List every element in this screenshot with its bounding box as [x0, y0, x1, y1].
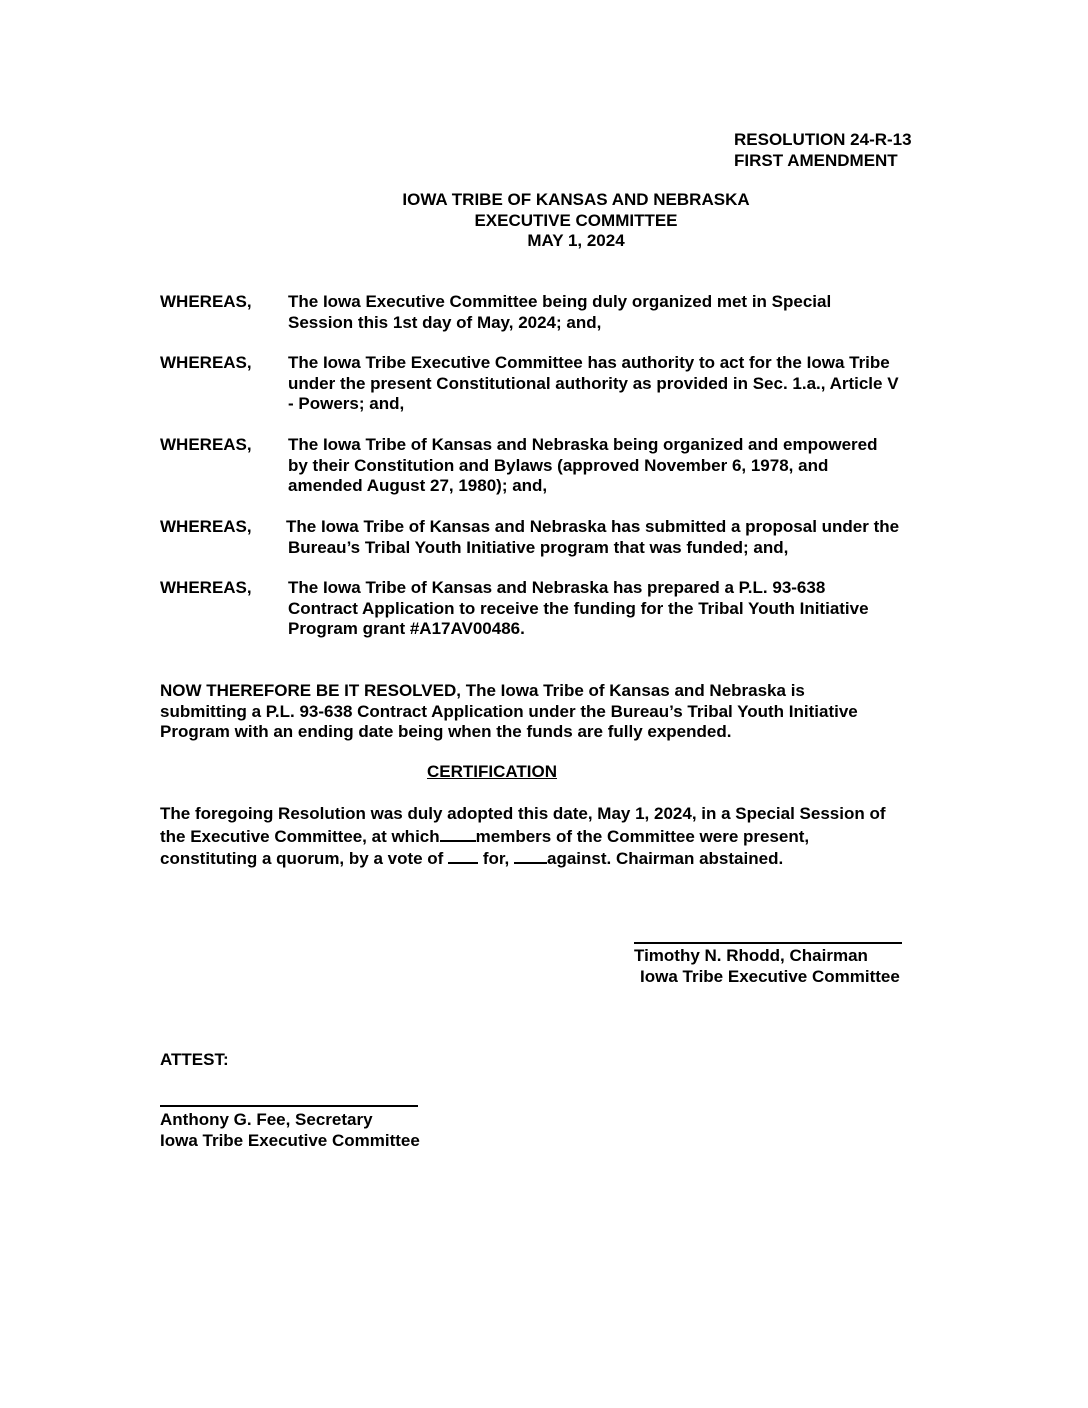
whereas-label: WHEREAS,	[160, 353, 252, 372]
resolved-paragraph	[160, 681, 920, 743]
attest-label: ATTEST:	[160, 1050, 229, 1069]
certification-paragraph	[160, 804, 940, 870]
whereas-line: Bureau’s Tribal Youth Initiative program that was funded; and,	[288, 537, 789, 557]
whereas-line: under the present Constitutional authority as provided in Sec. 1.a., Article V	[288, 373, 899, 393]
document-title	[0, 190, 1088, 252]
whereas-line: Program grant #A17AV00486.	[288, 619, 525, 638]
secretary-org: Iowa Tribe Executive Committee	[160, 1131, 420, 1150]
whereas-line: by their Constitution and Bylaws (approved November 6, 1978, and	[288, 455, 829, 475]
resolved-line: NOW THEREFORE BE IT RESOLVED, The Iowa Tribe of Kansas and Nebraska is	[160, 681, 805, 700]
whereas-text	[288, 353, 928, 415]
resolution-number: RESOLUTION 24-R-13	[734, 130, 912, 149]
whereas-line: Contract Application to receive the funding for the Tribal Youth Initiative	[288, 598, 869, 618]
whereas-text	[288, 435, 928, 497]
certification-heading: CERTIFICATION	[427, 762, 558, 781]
whereas-line: - Powers; and,	[288, 394, 405, 413]
certification-text: constituting a quorum, by a vote of	[160, 849, 444, 868]
certification-text: for,	[482, 849, 510, 868]
resolved-line: Program with an ending date being when the funds are fully expended.	[160, 722, 732, 741]
date-title: MAY 1, 2024	[527, 231, 625, 250]
whereas-line: Session this 1st day of May, 2024; and,	[288, 312, 602, 332]
whereas-label: WHEREAS,	[160, 435, 252, 454]
whereas-text	[288, 578, 928, 640]
whereas-label: WHEREAS,	[160, 578, 252, 597]
whereas-label: WHEREAS,	[160, 292, 252, 311]
certification-line	[160, 847, 940, 870]
whereas-label: WHEREAS,	[160, 517, 252, 536]
votes-against-blank	[514, 847, 547, 864]
whereas-line: The Iowa Tribe of Kansas and Nebraska has prepared a P.L. 93-638	[288, 578, 826, 597]
certification-text: members of the Committee were present,	[475, 826, 810, 846]
resolved-line: submitting a P.L. 93-638 Contract Application under the Bureau’s Tribal Youth Initiative	[160, 701, 858, 721]
whereas-text	[288, 292, 928, 333]
resolution-id-block	[734, 130, 912, 171]
committee-title: EXECUTIVE COMMITTEE	[474, 210, 678, 230]
certification-line: The foregoing Resolution was duly adopted this date, May 1, 2024, in a Special Session of	[160, 804, 886, 823]
whereas-line: The Iowa Tribe of Kansas and Nebraska has submitted a proposal under the	[286, 517, 900, 536]
chairman-name: Timothy N. Rhodd, Chairman	[634, 946, 868, 965]
votes-for-blank	[448, 847, 478, 864]
whereas-line: The Iowa Executive Committee being duly organized met in Special	[288, 292, 832, 311]
whereas-line: The Iowa Tribe of Kansas and Nebraska being organized and empowered	[288, 435, 878, 454]
certification-line	[160, 825, 940, 848]
secretary-name: Anthony G. Fee, Secretary	[160, 1110, 373, 1129]
whereas-text	[286, 517, 926, 558]
secretary-signature-line	[160, 1105, 418, 1107]
whereas-line: The Iowa Tribe Executive Committee has authority to act for the Iowa Tribe	[288, 353, 890, 372]
chairman-org: Iowa Tribe Executive Committee	[640, 967, 900, 986]
chairman-signature-line	[634, 942, 902, 944]
amendment-label: FIRST AMENDMENT	[734, 150, 898, 170]
certification-text: the Executive Committee, at which	[160, 826, 440, 846]
certification-text: against. Chairman abstained.	[547, 849, 784, 868]
members-present-blank	[440, 825, 476, 842]
org-title: IOWA TRIBE OF KANSAS AND NEBRASKA	[402, 190, 750, 209]
whereas-line: amended August 27, 1980); and,	[288, 476, 548, 495]
